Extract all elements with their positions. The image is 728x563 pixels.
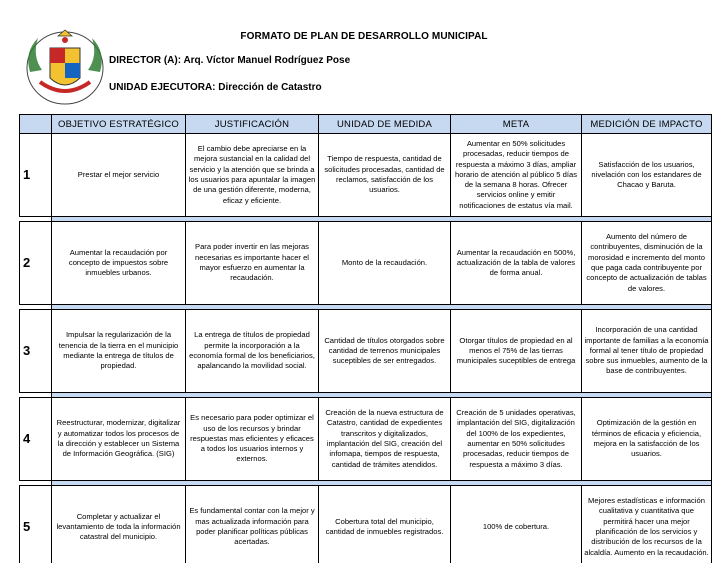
- meta-cell: Otorgar títulos de propiedad en al menos el 75% de las tierras municipales suceptibles de entrega: [451, 310, 582, 393]
- justificacion-cell: La entrega de títulos de propiedad permite la incorporación a la economía formal de los beneficiarios, apalancando la movilidad social.: [186, 310, 319, 393]
- objetivo-cell: Reestructurar, modernizar, digitalizar y automatizar todos los procesos de la dirección y establecer un Sistema de Información Geográfica. (SIG): [52, 398, 186, 481]
- impacto-cell: Incorporación de una cantidad importante de familias a la economía formal al tener título de propiedad sobre sus inmuebles, aumento de la base de contribuyentes.: [582, 310, 712, 393]
- unidad-cell: Cantidad de títulos otorgados sobre cantidad de terrenos municipales suceptibles de ser entregados.: [319, 310, 451, 393]
- header-num-cell: [20, 115, 52, 134]
- row-number: 1: [20, 134, 52, 217]
- unidad-cell: Cobertura total del municipio, cantidad de inmuebles registrados.: [319, 486, 451, 563]
- row-number: 5: [20, 486, 52, 563]
- justificacion-cell: Para poder invertir en las mejoras necesarias es importante hacer el mayor esfuerzo en aumentar la recaudación.: [186, 222, 319, 305]
- header-meta: META: [451, 115, 582, 134]
- impacto-cell: Satisfacción de los usuarios, nivelación con los estandares de Chacao y Baruta.: [582, 134, 712, 217]
- meta-cell: 100% de cobertura.: [451, 486, 582, 563]
- impacto-cell: Mejores estadísticas e información cualitativa y cuantitativa que permitirá hacer una mejor planificación de los servicios y distribución de los recursos de la alcaldía. Aumento en la recaudación.: [582, 486, 712, 563]
- meta-cell: Aumentar en 50% solicitudes procesadas, reducir tiempos de respuesta a máximo 3 días, ampliar horario de atención al público 5 días de la semana 8 horas. Ofrecer servicios online y emitir notificaciones de estatus vía mail.: [451, 134, 582, 217]
- row-number: 4: [20, 398, 52, 481]
- justificacion-cell: El cambio debe apreciarse en la mejora sustancial en la calidad del servicio y la atención que se brinda a los usuarios para apuntalar la imagen de una gestión diferente, moderna, eficaz y eficiente.: [186, 134, 319, 217]
- unidad-cell: Tiempo de respuesta, cantidad de solicitudes procesadas, cantidad de reclamos, satisfacción de los usuarios.: [319, 134, 451, 217]
- header-justificacion: JUSTIFICACIÓN: [186, 115, 319, 134]
- table-header-row: [20, 115, 712, 134]
- objetivo-cell: Completar y actualizar el levantamiento de toda la información catastral del municipio.: [52, 486, 186, 563]
- document-title: FORMATO DE PLAN DE DESARROLLO MUNICIPAL: [240, 31, 488, 42]
- director-line: DIRECTOR (A): Arq. Víctor Manuel Rodríguez Pose: [109, 55, 351, 66]
- justificacion-cell: Es necesario para poder optimizar el uso de los recursos y brindar respuestas mas eficientes y eficaces a todos los usuarios internos y externos.: [186, 398, 319, 481]
- table-row: [20, 222, 712, 305]
- table-row: [20, 398, 712, 481]
- header-objetivo: OBJETIVO ESTRATÉGICO: [52, 115, 186, 134]
- impacto-cell: Aumento del número de contribuyentes, disminución de la morosidad e incremento del monto que paga cada contribuyente por concepto de actualización de tablas de valores.: [582, 222, 712, 305]
- table-row: [20, 486, 712, 563]
- row-number: 3: [20, 310, 52, 393]
- header-unidad-medida: UNIDAD DE MEDIDA: [319, 115, 451, 134]
- table-row: [20, 310, 712, 393]
- header-impacto: MEDICIÓN DE IMPACTO: [582, 115, 712, 134]
- objetivo-cell: Impulsar la regularización de la tenencia de la tierra en el municipio mediante la entrega de títulos de propiedad.: [52, 310, 186, 393]
- impacto-cell: Optimización de la gestión en términos de eficacia y eficiencia, mejora en la satisfacción de los usuarios.: [582, 398, 712, 481]
- row-number: 2: [20, 222, 52, 305]
- meta-cell: Creación de 5 unidades operativas, implantación del SIG, digitalización del 100% de los expedientes, aumentar en 50% solicitudes procesadas, reducir tiempos de respuesta a máximo 3 días.: [451, 398, 582, 481]
- unidad-cell: Monto de la recaudación.: [319, 222, 451, 305]
- objetivo-cell: Aumentar la recaudación por concepto de impuestos sobre inmuebles urbanos.: [52, 222, 186, 305]
- unidad-cell: Creación de la nueva estructura de Catastro, cantidad de expedientes transcritos y digitalizados, implantación del SIG, creación del infomapa, tiempos de respuesta, cantidad de trámites atendidos.: [319, 398, 451, 481]
- table-row: [20, 134, 712, 217]
- unidad-ejecutora-line: UNIDAD EJECUTORA: Dirección de Catastro: [109, 82, 322, 93]
- objetivo-cell: Prestar el mejor servicio: [52, 134, 186, 217]
- meta-cell: Aumentar la recaudación en 500%, actualización de la tabla de valores de forma anual.: [451, 222, 582, 305]
- plan-table: [19, 114, 712, 563]
- justificacion-cell: Es fundamental contar con la mejor y mas actualizada información para poder planificar políticas públicas acertadas.: [186, 486, 319, 563]
